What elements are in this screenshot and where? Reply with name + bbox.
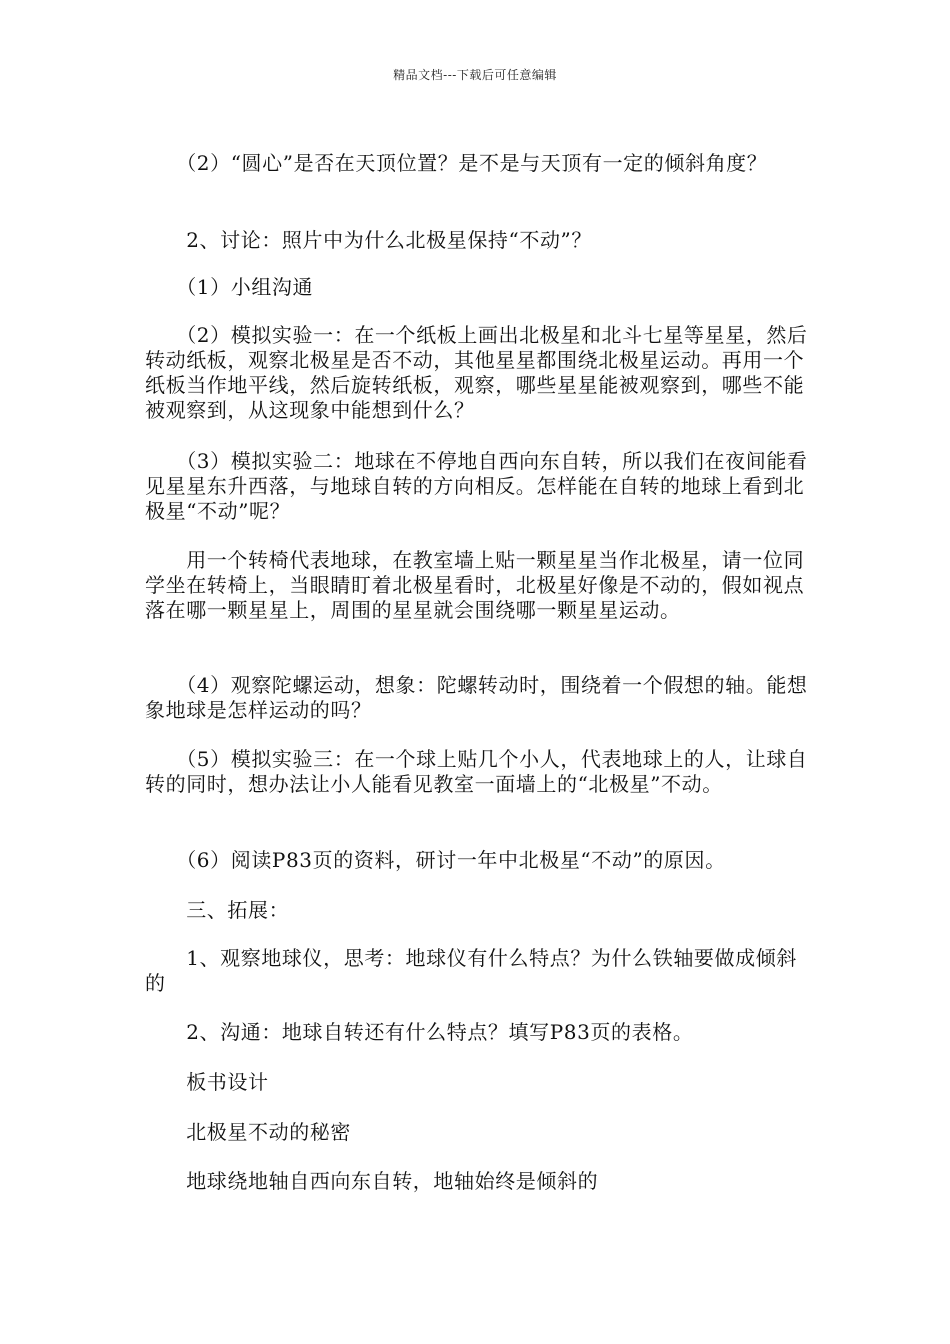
page-header: 精品文档---下载后可任意编辑: [393, 68, 557, 82]
paragraph-communication: 2、沟通：地球自转还有什么特点？填写P83页的表格。: [145, 1020, 694, 1044]
paragraph-spinning-top: （4）观察陀螺运动，想象：陀螺转动时，围绕着一个假想的轴。能想象地球是怎样运动的吗？: [145, 673, 808, 722]
paragraph-swivel-chair: 用一个转椅代表地球，在教室墙上贴一颗星星当作北极星，请一位同学坐在转椅上，当眼睛盯着北极星看时，北极星好像是不动的，假如视点落在哪一颗星星上，周围的星星就会围绕哪一颗星星运动。: [145, 548, 805, 622]
paragraph-discussion: 2、讨论：照片中为什么北极星保持“不动”？: [145, 228, 592, 252]
section-heading-extension: 三、拓展：: [145, 898, 290, 922]
paragraph-read-p83: （6）阅读P83页的资料，研讨一年中北极星“不动”的原因。: [145, 848, 726, 872]
blackboard-summary: 地球绕地轴自西向东自转，地轴始终是倾斜的: [145, 1169, 599, 1193]
paragraph-experiment-one: （2）模拟实验一：在一个纸板上画出北极星和北斗七星等星星，然后转动纸板，观察北极星是否不动，其他星星都围绕北极星运动。再用一个纸板当作地平线，然后旋转纸板，观察，哪些星星能被观察到，哪些不能被观察到，从这现象中能想到什么？: [145, 323, 808, 422]
paragraph-experiment-two: （3）模拟实验二：地球在不停地自西向东自转，所以我们在夜间能看见星星东升西落，与地球自转的方向相反。怎样能在自转的地球上看到北极星“不动”呢？: [145, 449, 808, 523]
paragraph-globe: 1、观察地球仪，思考：地球仪有什么特点？为什么铁轴要做成倾斜的: [145, 946, 797, 995]
paragraph-experiment-three: （5）模拟实验三：在一个球上贴几个小人，代表地球上的人，让球自转的同时，想办法让小人能看见教室一面墙上的“北极星”不动。: [145, 747, 808, 796]
paragraph-group-communication: （1）小组沟通: [145, 275, 314, 299]
paragraph-circle-center: （2）“圆心”是否在天顶位置？是不是与天顶有一定的倾斜角度？: [145, 151, 768, 175]
blackboard-title: 北极星不动的秘密: [145, 1120, 351, 1144]
section-heading-blackboard: 板书设计: [145, 1070, 269, 1094]
